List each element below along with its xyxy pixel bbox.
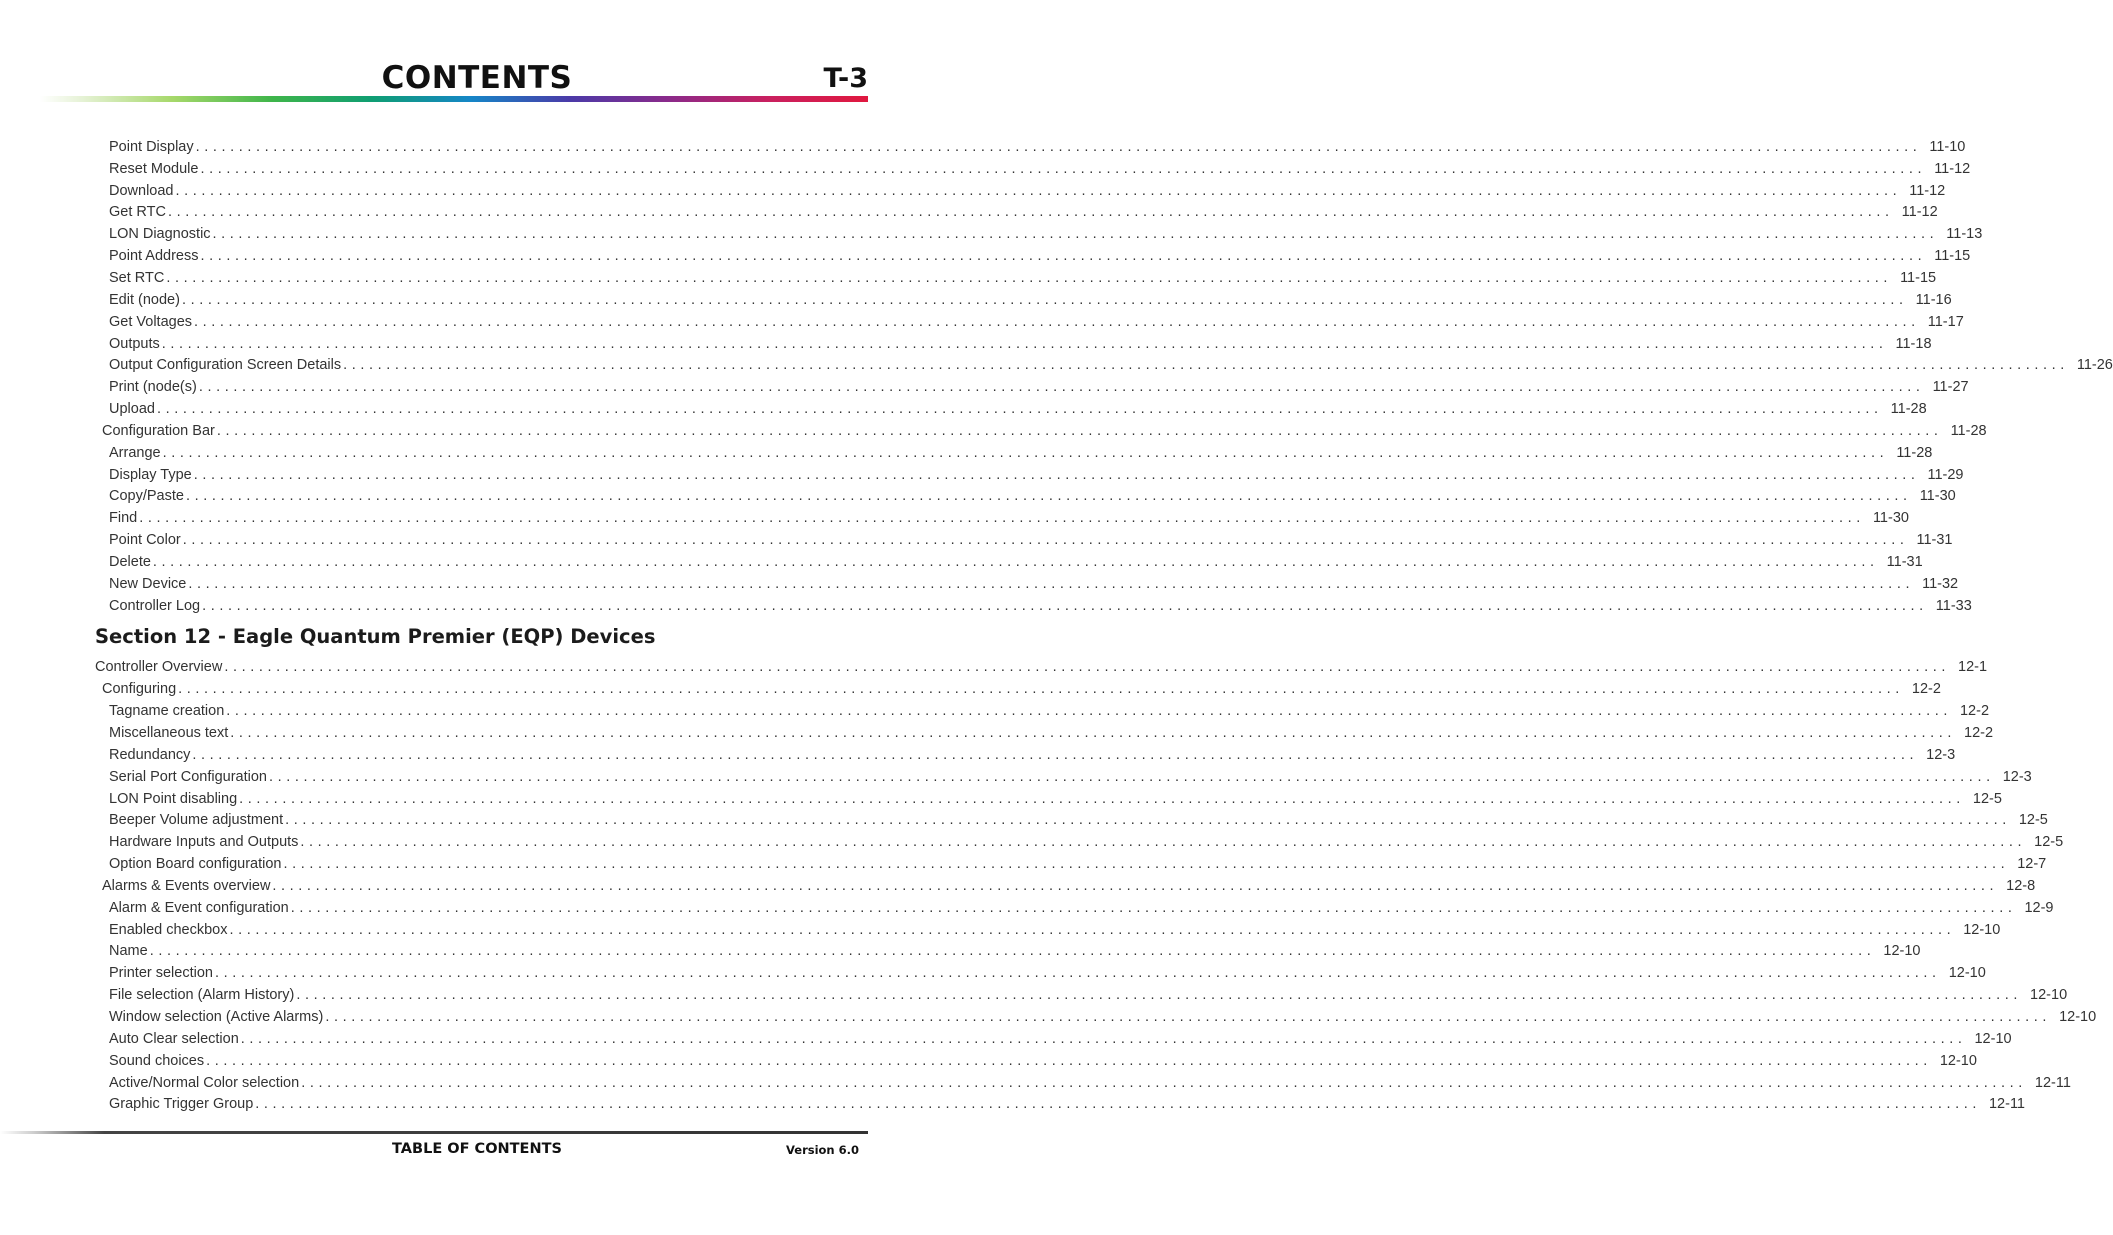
toc-section-11-entries — [0, 136, 2113, 617]
toc-entry-page: 12-1 — [1958, 659, 1988, 676]
dot-leader: ........................................................................................................................................................................................................ — [206, 1052, 1932, 1069]
dot-leader: ........................................................................................................................................................................................................ — [156, 401, 1883, 418]
toc-entry-label: Miscellaneous text — [109, 725, 229, 742]
toc-entry[interactable] — [0, 289, 1952, 311]
dot-leader: ........................................................................................................................................................................................................ — [214, 965, 1941, 982]
toc-entry[interactable] — [0, 1093, 2025, 1115]
dot-leader: ........................................................................................................................................................................................................ — [343, 357, 2069, 374]
toc-entry-label: New Device — [109, 575, 187, 592]
toc-entry[interactable] — [0, 853, 2047, 875]
toc-entry[interactable] — [0, 809, 2048, 831]
toc-entry-label: Redundancy — [109, 746, 191, 763]
toc-entry-label: Set RTC — [109, 269, 165, 286]
toc-entry-page: 11-27 — [1932, 379, 1969, 396]
toc-entry[interactable] — [0, 595, 1972, 617]
toc-entry[interactable] — [0, 1072, 2071, 1094]
dot-leader: ........................................................................................................................................................................................................ — [290, 899, 2017, 916]
toc-entry-page: 11-28 — [1950, 422, 1987, 439]
toc-entry[interactable] — [0, 1028, 2012, 1050]
dot-leader: ........................................................................................................................................................................................................ — [229, 921, 1956, 938]
toc-entry[interactable] — [0, 941, 1921, 963]
toc-entry-page: 12-10 — [1974, 1030, 2012, 1047]
toc-entry[interactable] — [0, 788, 2002, 810]
toc-entry-label: Reset Module — [109, 160, 199, 177]
toc-entry-label: Print (node(s) — [109, 379, 197, 396]
toc-entry[interactable] — [0, 897, 2054, 919]
dot-leader: ........................................................................................................................................................................................................ — [216, 422, 1943, 439]
dot-leader: ........................................................................................................................................................................................................ — [212, 226, 1939, 243]
toc-entry-page: 12-5 — [1972, 790, 2002, 807]
toc-entry-label: Find — [109, 510, 138, 527]
toc-entry-page: 11-29 — [1927, 466, 1964, 483]
toc-entry-label: Point Color — [109, 532, 181, 549]
page-title: CONTENTS — [381, 60, 573, 96]
dot-leader: ........................................................................................................................................................................................................ — [255, 1096, 1981, 1113]
toc-entry-page: 12-7 — [2017, 856, 2047, 873]
toc-entry-label: Upload — [109, 401, 155, 418]
dot-leader: ........................................................................................................................................................................................................ — [325, 1008, 2052, 1025]
toc-entry-page: 11-15 — [1934, 248, 1971, 265]
toc-entry-label: Controller Overview — [95, 659, 223, 676]
toc-entry-label: Serial Port Configuration — [109, 768, 267, 785]
dot-leader: ........................................................................................................................................................................................................ — [185, 488, 1912, 505]
toc-entry[interactable] — [0, 831, 2064, 853]
dot-leader: ........................................................................................................................................................................................................ — [192, 746, 1919, 763]
dot-leader: ........................................................................................................................................................................................................ — [224, 659, 1951, 676]
toc-entry-page: 12-10 — [1883, 943, 1921, 960]
toc-entry-label: Outputs — [109, 335, 160, 352]
toc-entry-page: 12-9 — [2024, 899, 2054, 916]
toc-entry[interactable] — [0, 464, 1964, 486]
toc-entry-label: LON Point disabling — [109, 790, 238, 807]
toc-entry-page: 11-32 — [1922, 575, 1959, 592]
toc-entry-page: 11-17 — [1927, 313, 1964, 330]
toc-entry[interactable] — [0, 573, 1959, 595]
toc-entry-label: Display Type — [109, 466, 192, 483]
toc-entry-label: Active/Normal Color selection — [109, 1074, 300, 1091]
toc-entry-page: 11-31 — [1916, 532, 1953, 549]
toc-entry-page: 12-5 — [2034, 834, 2064, 851]
toc-entry[interactable] — [0, 486, 1956, 508]
toc-entry[interactable] — [0, 1050, 1977, 1072]
page-number: T-3 — [823, 63, 868, 94]
toc-entry-label: Controller Log — [109, 597, 201, 614]
toc-entry-label: Edit (node) — [109, 291, 180, 308]
dot-leader: ........................................................................................................................................................................................................ — [296, 987, 2023, 1004]
toc-entry[interactable] — [0, 333, 1932, 355]
dot-leader: ........................................................................................................................................................................................................ — [139, 510, 1865, 527]
dot-leader: ........................................................................................................................................................................................................ — [283, 856, 2010, 873]
toc-entry[interactable] — [0, 919, 2001, 941]
toc-entry-page: 12-10 — [1963, 921, 2001, 938]
toc-entry-page: 12-11 — [2034, 1074, 2071, 1091]
dot-leader: ........................................................................................................................................................................................................ — [268, 768, 1995, 785]
dot-leader: ........................................................................................................................................................................................................ — [301, 1074, 2027, 1091]
toc-entry[interactable] — [0, 158, 1971, 180]
toc-entry-label: Window selection (Active Alarms) — [109, 1008, 324, 1025]
toc-entry[interactable] — [0, 766, 2032, 788]
toc-entry[interactable] — [0, 376, 1969, 398]
toc-entry-page: 12-2 — [1959, 703, 1990, 720]
toc-entry-label: Delete — [109, 553, 151, 570]
toc-entry-page: 12-10 — [2059, 1008, 2097, 1025]
toc-entry-page: 12-3 — [2002, 768, 2032, 785]
toc-entry-label: Tagname creation — [109, 703, 225, 720]
toc-entry-label: Get RTC — [109, 204, 166, 221]
toc-entry[interactable] — [0, 420, 1987, 442]
toc-entry[interactable] — [0, 245, 1971, 267]
toc-entry[interactable] — [0, 678, 1941, 700]
toc-entry-page: 12-11 — [1988, 1096, 2025, 1113]
toc-section-12-entries — [0, 657, 2097, 1116]
toc-entry[interactable] — [0, 202, 1938, 224]
toc-entry-label: Configuring — [102, 681, 177, 698]
toc-entry-page: 11-15 — [1900, 269, 1937, 286]
toc-entry-page: 12-5 — [2018, 812, 2048, 829]
toc-entry[interactable] — [0, 700, 1990, 722]
dot-leader: ........................................................................................................................................................................................................ — [195, 138, 1922, 155]
dot-leader: ........................................................................................................................................................................................................ — [152, 553, 1879, 570]
toc-entry-page: 12-10 — [1939, 1052, 1977, 1069]
toc-entry[interactable] — [0, 1006, 2097, 1028]
toc-entry-label: Name — [109, 943, 148, 960]
dot-leader: ........................................................................................................................................................................................................ — [188, 575, 1915, 592]
toc-entry-label: Graphic Trigger Group — [109, 1096, 254, 1113]
dot-leader: ........................................................................................................................................................................................................ — [239, 790, 1965, 807]
dot-leader: ........................................................................................................................................................................................................ — [200, 160, 1927, 177]
toc-entry-page: 11-28 — [1896, 444, 1933, 461]
dot-leader: ........................................................................................................................................................................................................ — [178, 681, 1904, 698]
dot-leader: ........................................................................................................................................................................................................ — [175, 182, 1902, 199]
toc-entry[interactable] — [0, 398, 1927, 420]
toc-entry-label: Beeper Volume adjustment — [109, 812, 284, 829]
toc-entry[interactable] — [0, 551, 1923, 573]
dot-leader: ........................................................................................................................................................................................................ — [240, 1030, 1967, 1047]
toc-entry-page: 12-8 — [2006, 877, 2036, 894]
dot-leader: ........................................................................................................................................................................................................ — [272, 877, 1999, 894]
dot-leader: ........................................................................................................................................................................................................ — [149, 943, 1876, 960]
footer-rule — [0, 1131, 868, 1134]
dot-leader: ........................................................................................................................................................................................................ — [198, 379, 1925, 396]
toc-entry-label: Output Configuration Screen Details — [109, 357, 342, 374]
toc-entry-page: 12-2 — [1911, 681, 1941, 698]
dot-leader: ........................................................................................................................................................................................................ — [161, 335, 1888, 352]
toc-entry[interactable] — [0, 744, 1956, 766]
toc-entry-label: File selection (Alarm History) — [109, 987, 295, 1004]
dot-leader: ........................................................................................................................................................................................................ — [167, 204, 1894, 221]
toc-entry[interactable] — [0, 984, 2068, 1006]
toc-entry-label: Auto Clear selection — [109, 1030, 239, 1047]
toc-entry[interactable] — [0, 722, 1994, 744]
toc-entry-page: 11-31 — [1886, 553, 1923, 570]
toc-entry-label: Enabled checkbox — [109, 921, 228, 938]
dot-leader: ........................................................................................................................................................................................................ — [230, 725, 1956, 742]
footer-version: Version 6.0 — [786, 1143, 859, 1157]
toc-entry[interactable] — [0, 442, 1933, 464]
toc-entry-label: Copy/Paste — [109, 488, 184, 505]
toc-entry[interactable] — [0, 507, 1909, 529]
footer-title: TABLE OF CONTENTS — [392, 1141, 562, 1157]
toc-entry-page: 11-26 — [2076, 357, 2113, 374]
dot-leader: ........................................................................................................................................................................................................ — [182, 532, 1909, 549]
toc-entry-page: 11-28 — [1890, 401, 1927, 418]
toc-entry-page: 11-10 — [1929, 138, 1966, 155]
toc-entry-page: 11-30 — [1872, 510, 1909, 527]
toc-entry[interactable] — [0, 962, 1986, 984]
toc-entry-page: 12-2 — [1964, 725, 1994, 742]
toc-entry-page: 11-12 — [1934, 160, 1971, 177]
toc-entry[interactable] — [0, 657, 1988, 679]
toc-entry-page: 11-18 — [1895, 335, 1932, 352]
dot-leader: ........................................................................................................................................................................................................ — [202, 597, 1928, 614]
toc-entry-label: Option Board configuration — [109, 856, 282, 873]
toc-entry-label: Get Voltages — [109, 313, 193, 330]
toc-entry[interactable] — [0, 311, 1964, 333]
toc-entry-page: 11-33 — [1935, 597, 1972, 614]
dot-leader: ........................................................................................................................................................................................................ — [226, 703, 1952, 720]
toc-entry-label: Hardware Inputs and Outputs — [109, 834, 299, 851]
toc-entry-page: 11-16 — [1915, 291, 1952, 308]
dot-leader: ........................................................................................................................................................................................................ — [193, 466, 1920, 483]
toc-entry[interactable] — [0, 267, 1937, 289]
dot-leader: ........................................................................................................................................................................................................ — [200, 248, 1927, 265]
toc-entry-page: 11-12 — [1901, 204, 1938, 221]
toc-entry-page: 12-3 — [1926, 746, 1956, 763]
toc-entry-label: Printer selection — [109, 965, 213, 982]
toc-entry-page: 12-10 — [1948, 965, 1986, 982]
toc-entry-label: Point Address — [109, 248, 199, 265]
toc-entry[interactable] — [0, 180, 1946, 202]
toc-entry[interactable] — [0, 875, 2036, 897]
toc-entry-label: Alarms & Events overview — [102, 877, 271, 894]
toc-entry-page: 11-12 — [1909, 182, 1946, 199]
toc-entry-label: LON Diagnostic — [109, 226, 211, 243]
table-of-contents — [0, 136, 2113, 1115]
dot-leader: ........................................................................................................................................................................................................ — [194, 313, 1920, 330]
dot-leader: ........................................................................................................................................................................................................ — [300, 834, 2027, 851]
toc-entry[interactable] — [0, 354, 2113, 376]
toc-entry-label: Alarm & Event configuration — [109, 899, 289, 916]
toc-entry-label: Download — [109, 182, 174, 199]
dot-leader: ........................................................................................................................................................................................................ — [162, 444, 1889, 461]
toc-entry-label: Arrange — [109, 444, 161, 461]
toc-entry[interactable] — [0, 136, 1966, 158]
toc-entry-label: Point Display — [109, 138, 194, 155]
toc-entry-label: Configuration Bar — [102, 422, 215, 439]
toc-entry[interactable] — [0, 529, 1953, 551]
toc-entry-page: 11-30 — [1919, 488, 1956, 505]
dot-leader: ........................................................................................................................................................................................................ — [166, 269, 1893, 286]
toc-entry-label: Sound choices — [109, 1052, 205, 1069]
toc-entry-page: 12-10 — [2030, 987, 2068, 1004]
dot-leader: ........................................................................................................................................................................................................ — [285, 812, 2011, 829]
dot-leader: ........................................................................................................................................................................................................ — [181, 291, 1908, 308]
section-heading: Section 12 - Eagle Quantum Premier (EQP) Devices — [95, 624, 656, 648]
header-gradient-rule — [40, 96, 868, 102]
toc-entry-page: 11-13 — [1946, 226, 1983, 243]
toc-entry[interactable] — [0, 223, 1983, 245]
